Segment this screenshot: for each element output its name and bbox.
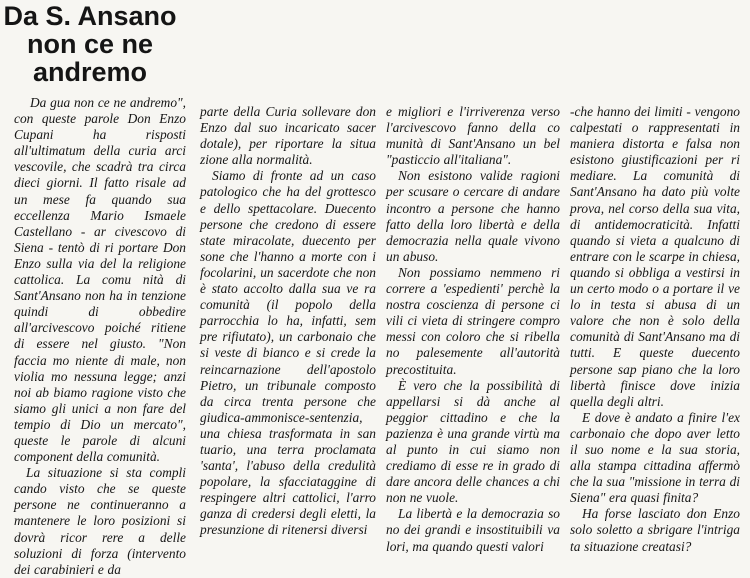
paragraph: È vero che la possibilità di appellarsi si dà anche al peggior cittadino e che la pazienza è una grande virtù ma al punto in cui siamo non crediamo di esse re in grado di dare ancora delle chances a chi non ne vuole. bbox=[386, 377, 560, 506]
paragraph: E dove è andato a finire l'ex carbonaio che dopo aver letto il suo nome e la sua storia, alla stampa cittadina affermò che la sua "missione in terra di Siena" era quasi finita? bbox=[570, 409, 740, 506]
article-headline bbox=[0, 2, 180, 86]
paragraph: parte della Curia sollevare don Enzo dal suo incaricato sacer dotale), per riportare la situa zione alla normalità. bbox=[200, 104, 376, 168]
article-column-1 bbox=[14, 95, 186, 578]
paragraph: Non possiamo nemmeno ri correre a 'espedienti' perchè la nostra coscienza di persone ci vili ci vieta di stringere compro messi con coloro che si ribella no palesemente all'autorità precostituita. bbox=[386, 264, 560, 377]
paragraph: Non esistono valide ragioni per scusare o cercare di andare incontro a persone che hanno fatto della loro libertà e della democrazia nella quale vivono un abuso. bbox=[386, 168, 560, 264]
paragraph: Da gua non ce ne andremo", con queste parole Don Enzo Cupani ha risposti all'ultimatum della curia arci vescovile, che scadrà tra circa dieci giorni. Il fatto risale ad un mese fa quando sua eccellenza Mario Ismaele Castellano - ar civescovo di Siena - tentò di ri portare Don Enzo sulla via del la religione cattolica. La comu nità di Sant'Ansano non ha in tenzione quindi di obbedire all'arcivescovo poiché ritiene di essere nel giusto. "Non faccia mo niente di male, non violia mo nessuna legge; anzi noi ab biamo ragione visto che siamo gli unici a non fare del tempio di Dio un mercato", queste le parole di alcuni component della comunità. bbox=[14, 95, 186, 465]
paragraph: e migliori e l'irriverenza verso l'arcivescovo fanno della co munità di Sant'Ansano un bel "pasticcio all'italiana". bbox=[386, 104, 560, 168]
article-column-3 bbox=[386, 104, 560, 555]
paragraph: Ha forse lasciato don Enzo solo soletto a sbrigare l'intriga ta situazione creatasi? bbox=[570, 506, 740, 554]
paragraph: Siamo di fronte ad un caso patologico che ha del grottesco e dello spettacolare. Duecento persone che credono di essere state miracolate, duecento per sone che l'hanno a morte con i focolarini, un sacerdote che non è stato accolto dalla sua ve ra comunità (il popolo della parrocchia lo ha, infatti, sem pre rifiutato), un carbonaio che si veste di bianco e si crede la reincarnazione dell'apostolo Pietro, un tribunale composto da circa trenta persone che giudica-ammonisce-sentenzia, una chiesa trasformata in san tuario, una terra proclamata 'santa', l'abuso della credulità popolare, la sfacciataggine di respingere altri cattolici, l'arro ganza di credersi degli eletti, la presunzione di ritenersi diversi bbox=[200, 168, 376, 538]
paragraph: -che hanno dei limiti - vengono calpestati o rappresentati in maniera distorta e falsa non esistono giustificazioni per ri mediare. La comunità di Sant'Ansano ha dato più volte prova, nel corso della sua vita, di antidemocraticità. Infatti quando si vieta a qualcuno di entrare con le scarpe in chiesa, quando si obbliga a vestirsi in un certo modo o a portare il ve lo in testa si abusa di un valore che non è solo della comunità di Sant'Ansano ma di tutti. E queste duecento persone sap piano che la loro libertà finisce dove inizia quella degli altri. bbox=[570, 104, 740, 409]
paragraph: La situazione si sta compli cando visto che se queste persone ne continueranno a mantenere le loro posizioni si dovrà ricor rere a delle soluzioni di forza (intervento dei carabinieri e da bbox=[14, 465, 186, 577]
article-column-2 bbox=[200, 104, 376, 539]
article-column-4 bbox=[570, 104, 740, 555]
headline-line-1: Da S. Ansano bbox=[3, 1, 177, 31]
paragraph: La libertà e la democrazia so no dei grandi e insostituibili va lori, ma quando questi valori bbox=[386, 506, 560, 554]
headline-line-3: andremo bbox=[32, 57, 148, 87]
headline-line-2: non ce ne bbox=[26, 29, 154, 59]
